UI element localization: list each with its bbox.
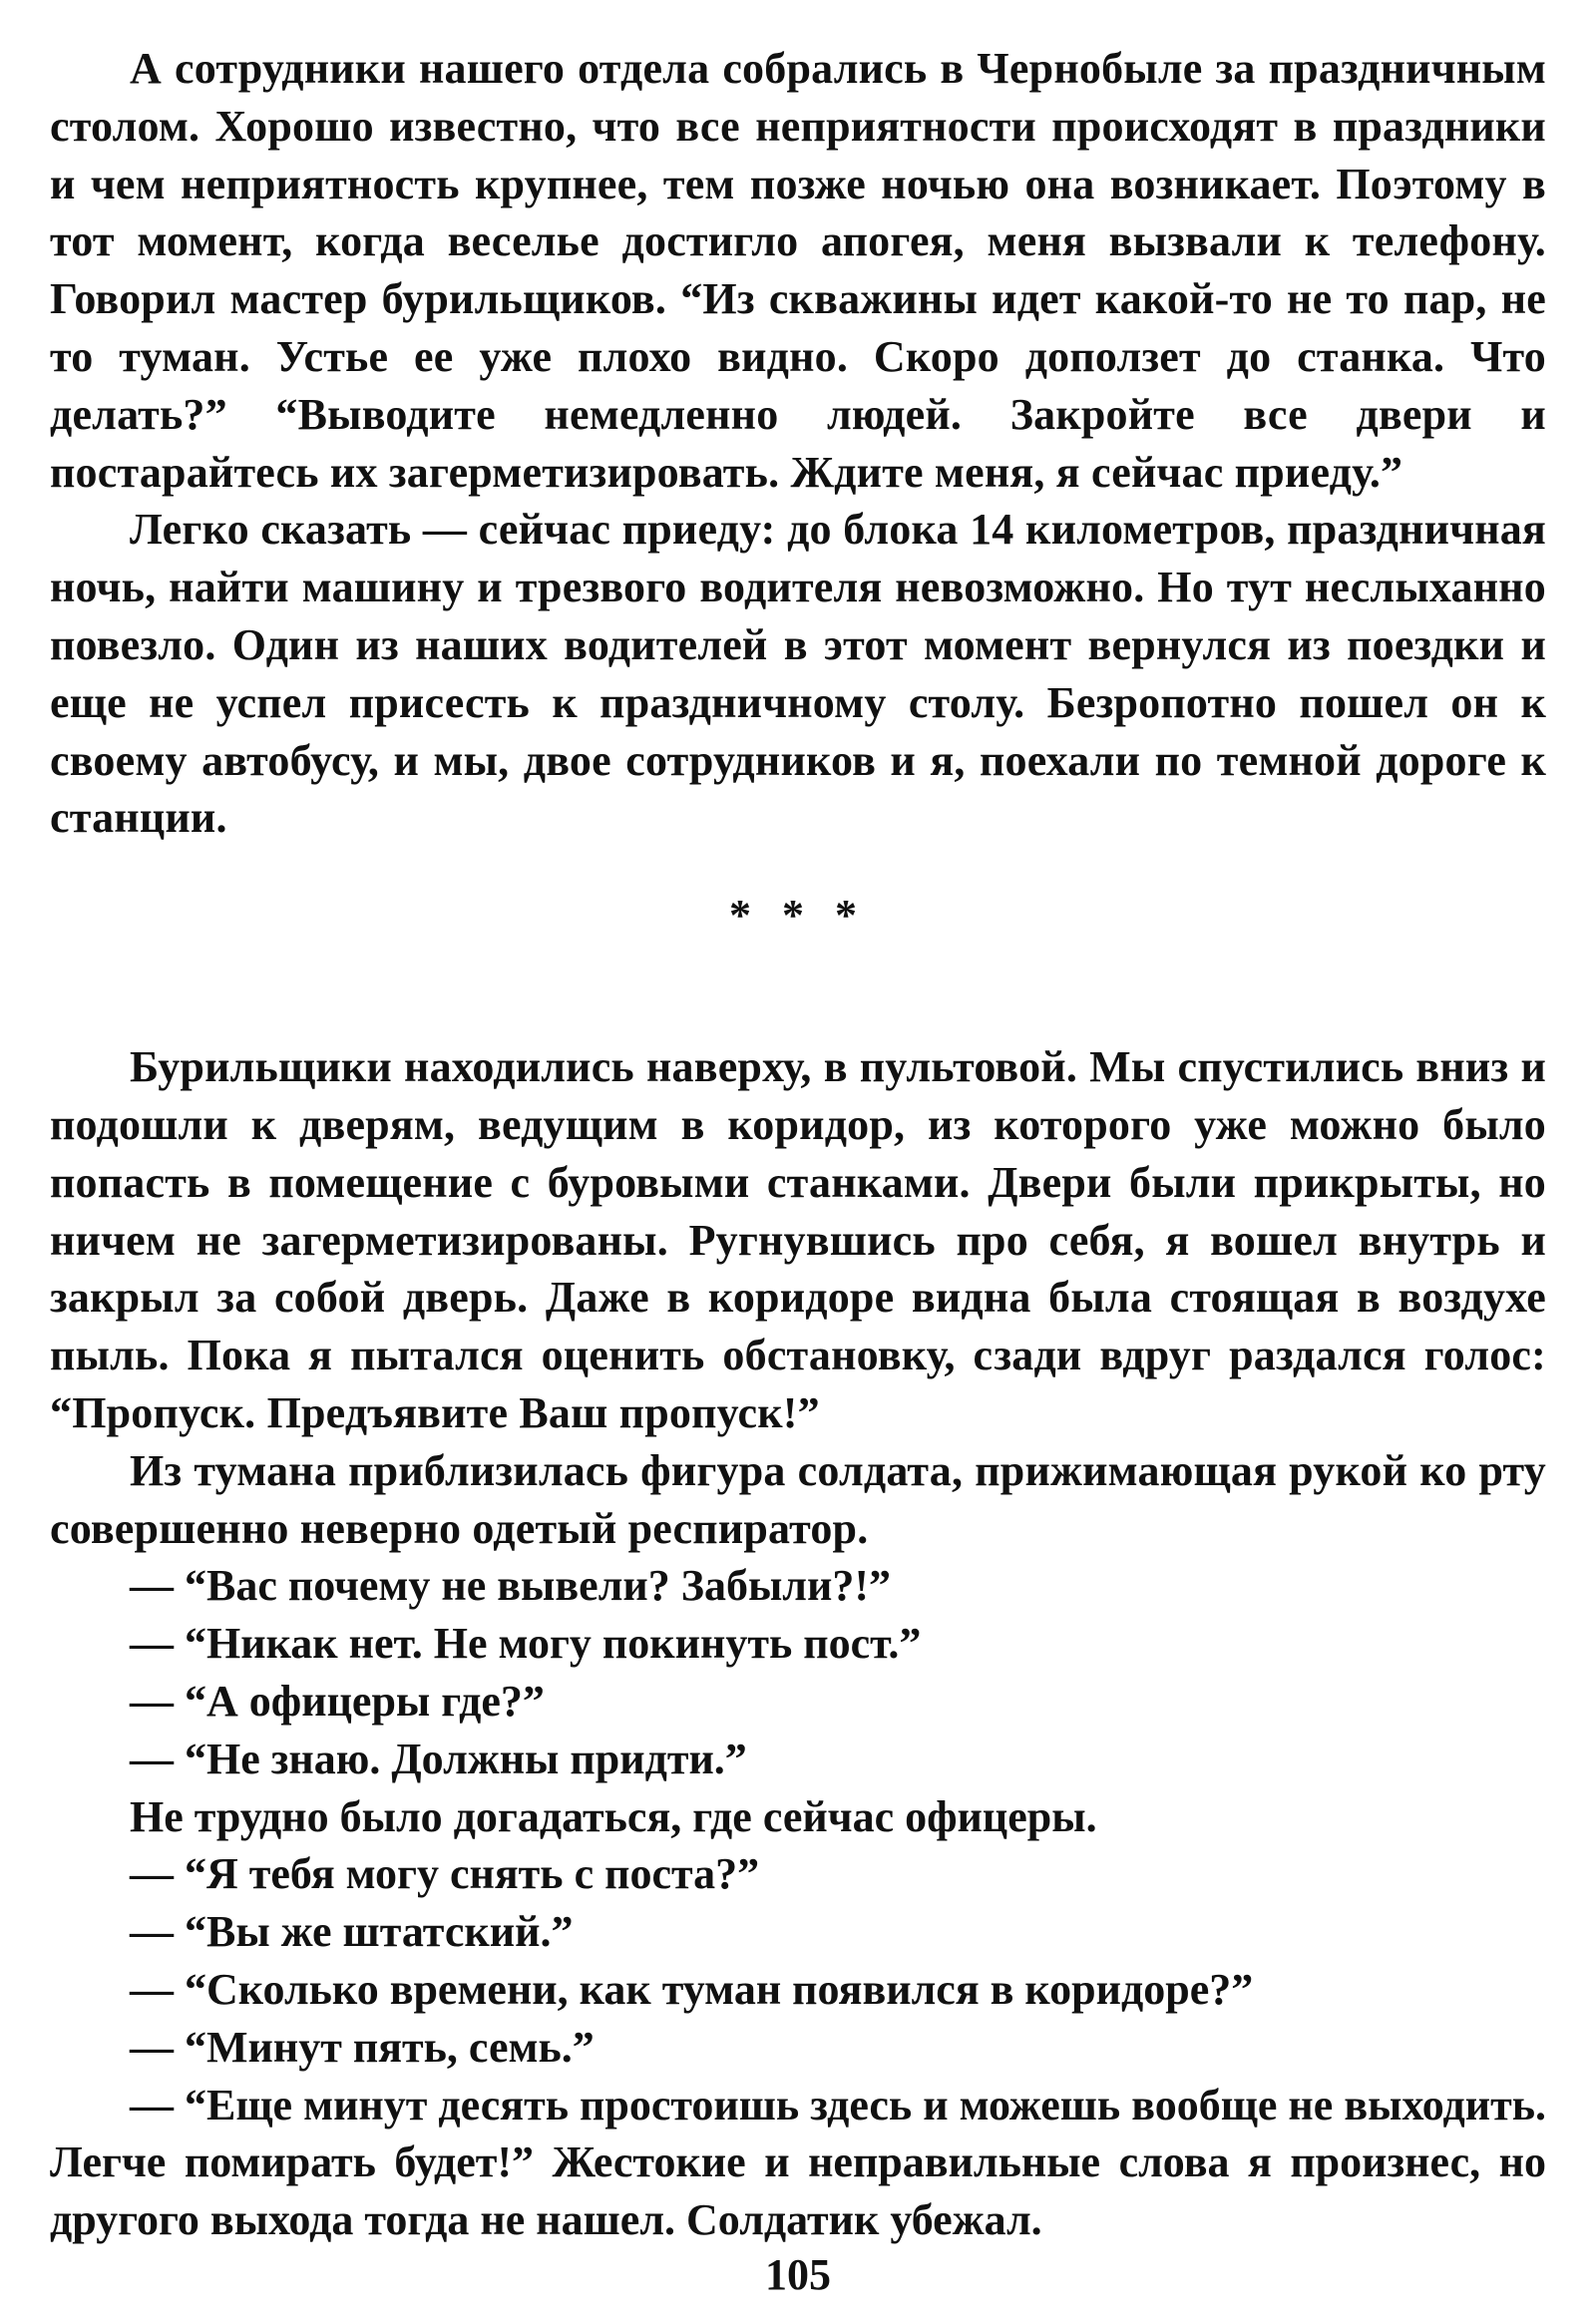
dialogue-line: — “Я тебя могу снять с поста?” (130, 1849, 760, 1899)
dialogue-line: — “Вас почему не вывели? Забыли?!” (130, 1561, 891, 1611)
dialogue-line: — “Еще минут десять простоишь здесь и можешь вообще не выходить. Легче помирать будет!” Жестокие и неправильные слова я произнес, но другого выхода тогда не нашел. Солдатик убежал. (50, 2080, 1546, 2245)
dialogue-line: — “Вы же штатский.” (130, 1907, 574, 1957)
paragraph: А сотрудники нашего отдела собрались в Чернобыле за праздничным столом. Хорошо известно, что все неприятности происходят в праздники и чем неприятность крупнее, тем позже ночью она возникает. Поэтому в тот момент, когда веселье достигло апогея, меня вызвали к телефону. Говорил мастер бурильщиков. “Из скважины идет какой-то не то пар, не то туман. Устье ее уже плохо видно. Скоро доползет до станка. Что делать?” “Выводите немедленно людей. Закройте все двери и постарайтесь их загерметизировать. Ждите меня, я сейчас приеду.” (50, 44, 1546, 497)
dialogue-line: — “Никак нет. Не могу покинуть пост.” (130, 1619, 922, 1669)
dialogue-line: — “Минут пять, семь.” (130, 2022, 595, 2072)
narration-line: Не трудно было догадаться, где сейчас офицеры. (130, 1791, 1097, 1841)
paragraph: Легко сказать — сейчас приеду: до блока 14 километров, праздничная ночь, найти машину и трезвого водителя невозможно. Но тут неслыханно повезло. Один из наших водителей в этот момент вернулся из поездки и еще не успел присесть к праздничному столу. Безропотно пошел он к своему автобусу, и мы, двое сотрудников и я, поехали по темной дороге к станции. (50, 505, 1546, 843)
section-separator: * * * (729, 891, 867, 941)
paragraph: Бурильщики находились наверху, в пультовой. Мы спустились вниз и подошли к дверям, ведущим в коридор, из которого уже можно было попасть в помещение с буровыми станками. Двери были прикрыты, но ничем не загерметизированы. Ругнувшись про себя, я вошел внутрь и закрыл за собой дверь. Даже в коридоре видна была стоящая в воздухе пыль. Пока я пытался оценить обстановку, сзади вдруг раздался голос: “Пропуск. Предъявите Ваш пропуск!” (50, 1042, 1546, 1437)
page-number: 105 (765, 2250, 831, 2299)
dialogue-line: — “А офицеры где?” (130, 1676, 545, 1726)
dialogue-line: — “Сколько времени, как туман появился в коридоре?” (130, 1964, 1254, 2014)
paragraph: Из тумана приблизилась фигура солдата, прижимающая рукой ко рту совершенно неверно одетый респиратор. (50, 1445, 1546, 1553)
dialogue-line: — “Не знаю. Должны придти.” (130, 1734, 747, 1783)
page-body (50, 40, 1546, 2249)
